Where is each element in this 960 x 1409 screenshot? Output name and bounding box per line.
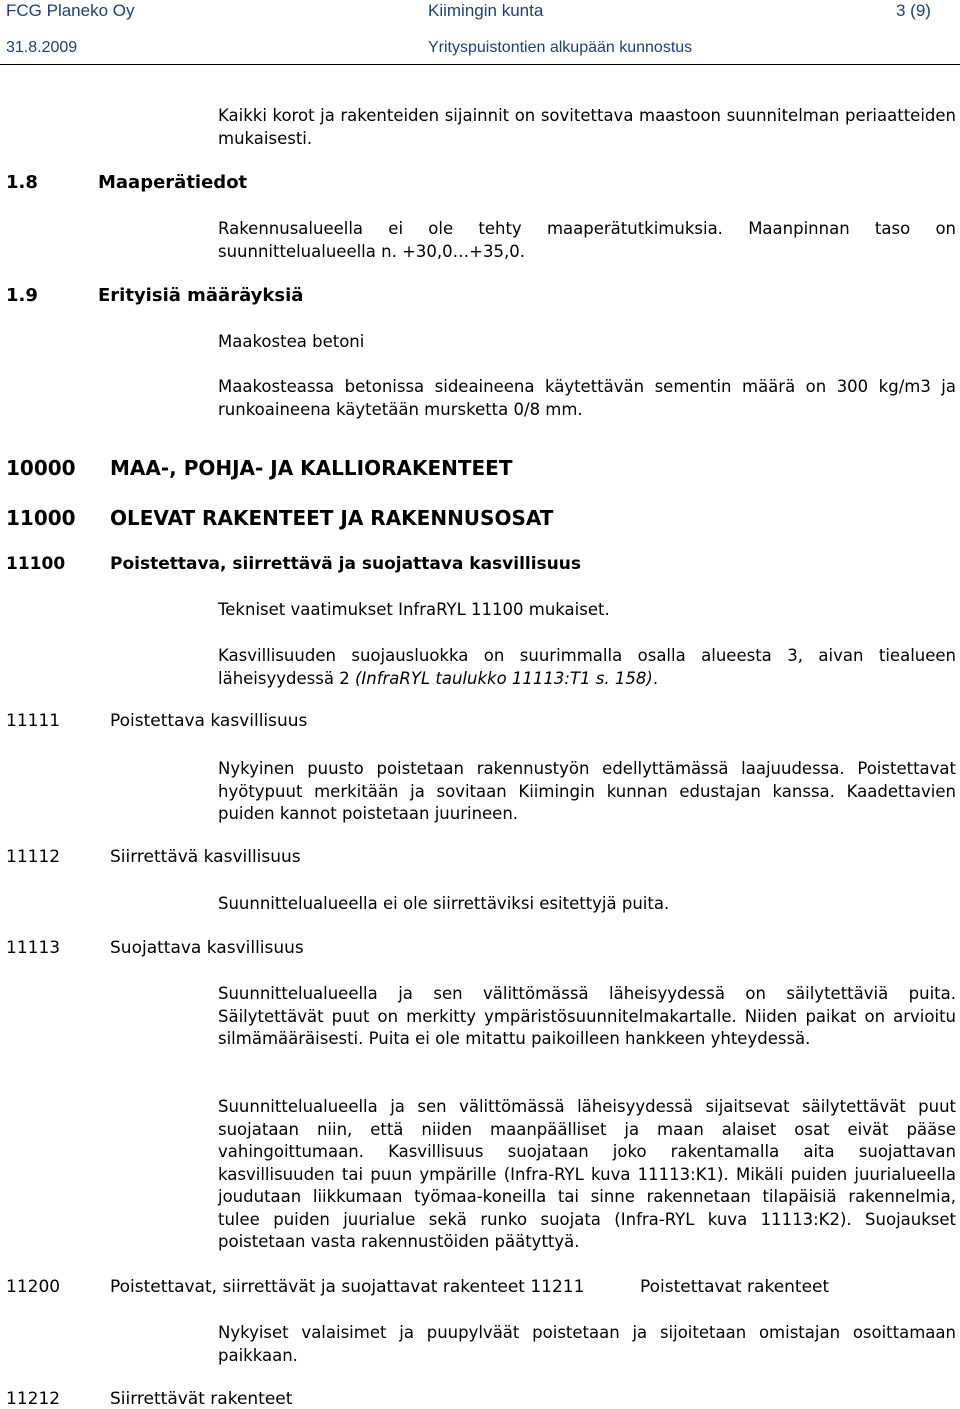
intro-paragraph: [218, 105, 956, 150]
sailytettavat-puut-text: Suunnittelualueella ja sen välittömässä läheisyydessä on säilytettäviä puita. Säilytettävät puut on merkitty ympäristösuunnitelmakartalle. Niiden paikat on arvioitu silmämääräisesti. Puita ei ole mitattu paikoilleen hankkeen yhteydessä.: [218, 984, 956, 1048]
section-number-10000: 10000: [6, 456, 76, 480]
section-title-10000: MAA-, POHJA- JA KALLIORAKENTEET: [110, 456, 513, 480]
paragraph-sailytettavat-puut: [218, 983, 956, 1051]
section-number-11212: 11212: [6, 1389, 61, 1409]
header-project: Yrityspuistontien alkupään kunnostus: [428, 39, 693, 56]
paragraph-tekniset-vaatimukset: Tekniset vaatimukset InfraRYL 11100 mukaiset.: [218, 600, 610, 619]
paragraph-maaperatiedot: [218, 218, 956, 263]
section-title-maaperatiedot: Maaperätiedot: [98, 172, 248, 193]
paragraph-siirrettava-kasvillisuus: Suunnittelualueella ei ole siirrettäviksi esitettyjä puita.: [218, 894, 670, 913]
paragraph-suojaus: [218, 1096, 956, 1254]
section-number-11100: 11100: [6, 554, 66, 574]
section-title-11111: Poistettava kasvillisuus: [110, 711, 308, 731]
suojausluokka-reference: (InfraRYL taulukko 11113:T1 s. 158): [354, 668, 653, 688]
header-date: 31.8.2009: [6, 39, 78, 56]
maakostea-betoni-text: Maakosteassa betonissa sideaineena käytettävän sementin määrä on 300 kg/m3 ja runkoaineena käytetään mursketta 0/8 mm.: [218, 377, 956, 419]
suojausluokka-period: .: [652, 668, 659, 688]
suojaus-text: Suunnittelualueella ja sen välittömässä läheisyydessä sijaitsevat säilytettävät puut suojataan niin, että niiden maanpäälliset ja maan alaiset osat eivät pääse vahingoittumaan. Kasvillisuus suojataan joko rakentamalla aita suojattavan kasvillisuuden tai puun ympärille (Infra-RYL kuva 11113:K1). Mikäli puiden juurialueella joudutaan liikkumaan työmaa-koneilla tai sinne rakennetaan tilapäisiä rakennelmia, tulee puiden juurialue sekä runko suojata (Infra-RYL kuva 11113:K2). Suojaukset poistetaan vasta rakennustöiden päätyttyä.: [218, 1097, 956, 1251]
paragraph-maakostea-betoni: [218, 376, 956, 421]
section-number-11200: 11200: [6, 1277, 61, 1297]
suojausluokka-text: Kasvillisuuden suojausluokka on suurimmalla osalla alueesta 3, aivan tiealueen läheisyydessä 2: [218, 646, 956, 688]
section-number-11113: 11113: [6, 938, 61, 958]
page-header: [0, 0, 960, 65]
subheading-maakostea-betoni: Maakostea betoni: [218, 332, 365, 351]
section-title-11000: OLEVAT RAKENTEET JA RAKENNUSOSAT: [110, 506, 554, 530]
section-title-11212: Siirrettävät rakenteet: [110, 1389, 293, 1409]
paragraph-valaisimet: [218, 1322, 956, 1367]
section-number-11000: 11000: [6, 506, 76, 530]
valaisimet-text: Nykyiset valaisimet ja puupylväät poistetaan ja sijoitetaan omistajan osoittamaan paikkaan.: [218, 1323, 956, 1365]
section-title-11200: Poistettavat, siirrettävät ja suojattavat rakenteet 11211: [110, 1277, 585, 1297]
maaperatiedot-text: Rakennusalueella ei ole tehty maaperätutkimuksia. Maanpinnan taso on suunnittelualueella n. +30,0…+35,0.: [218, 219, 956, 261]
paragraph-poistettava-kasvillisuus: [218, 758, 956, 826]
poistettava-kasvillisuus-text: Nykyinen puusto poistetaan rakennustyön edellyttämässä laajuudessa. Poistettavat hyötypuut merkitään ja sovitaan Kiimingin kunnan edustajan kanssa. Kaadettavien puiden kannot poistetaan juurineen.: [218, 759, 956, 823]
header-company: FCG Planeko Oy: [6, 1, 135, 20]
section-number-11111: 11111: [6, 711, 61, 731]
section-number-11112: 11112: [6, 847, 61, 867]
section-title-11112: Siirrettävä kasvillisuus: [110, 847, 301, 867]
section-title-11100: Poistettava, siirrettävä ja suojattava kasvillisuus: [110, 554, 582, 574]
header-client: Kiimingin kunta: [428, 1, 544, 20]
section-title-erityisia-maarayksia: Erityisiä määräyksiä: [98, 285, 304, 306]
paragraph-suojausluokka: [218, 645, 956, 690]
section-title-11211: Poistettavat rakenteet: [640, 1277, 830, 1297]
section-title-11113: Suojattava kasvillisuus: [110, 938, 304, 958]
header-page-number: 3 (9): [896, 1, 931, 20]
section-number-1-9: 1.9: [6, 285, 38, 306]
intro-text: Kaikki korot ja rakenteiden sijainnit on sovitettava maastoon suunnitelman periaatteiden mukaisesti.: [218, 106, 956, 148]
section-number-1-8: 1.8: [6, 172, 38, 193]
